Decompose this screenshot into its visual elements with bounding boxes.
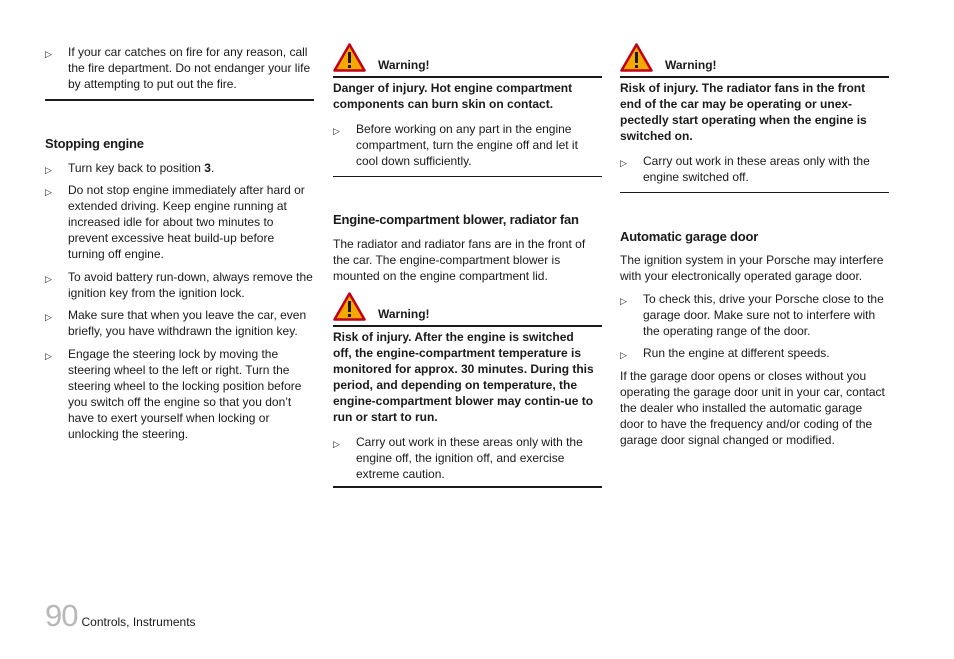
turn-key-text: Turn key back to position bbox=[68, 161, 205, 175]
list-item-text: Make sure that when you leave the car, even briefly, you have withdrawn the ignition key. bbox=[68, 308, 307, 338]
warning-text: Risk of injury. After the engine is switched off, the engine-compartment temperature is monitored for approx. 30 minutes. During this period, and depending on temperature, the engine-compartment blower may contin-ue to run or start to run. bbox=[333, 330, 594, 424]
list-item bbox=[45, 307, 314, 339]
list-item-text: Run the engine at different speeds. bbox=[643, 346, 830, 360]
divider bbox=[620, 192, 889, 193]
list-item bbox=[620, 153, 889, 185]
warning-header bbox=[333, 43, 430, 72]
bullet-icon: ▷ bbox=[333, 439, 340, 449]
fire-note bbox=[45, 44, 314, 92]
warning-rule bbox=[333, 76, 602, 78]
list-item-text: Engage the steering lock by moving the steering wheel to the left or right. Turn the steering wheel to the locking position before you switch off the engine so that you don’t have to exert yourself when locking or unlocking the steering. bbox=[68, 347, 302, 441]
bullet-icon: ▷ bbox=[620, 158, 627, 168]
warning-triangle-icon bbox=[620, 43, 653, 72]
bullet-icon: ▷ bbox=[45, 165, 52, 175]
list-item bbox=[620, 345, 889, 363]
garage-outro: If the garage door opens or closes without you operating the garage door unit in your car, contact the dealer who installed the automatic garage door to have the frequency and/or coding of the garage door signal changed or modified. bbox=[620, 369, 885, 447]
warning-text: Risk of injury. The radiator fans in the front end of the car may be operating or unex-pectedly start operating when the engine is switched on. bbox=[620, 81, 867, 143]
blower-text: The radiator and radiator fans are in the front of the car. The engine-compartment blower is mounted on the engine compartment lid. bbox=[333, 237, 586, 283]
bullet-icon: ▷ bbox=[620, 296, 627, 306]
list-item bbox=[620, 291, 889, 339]
garage-intro: The ignition system in your Porsche may interfere with your electronically operated garage door. bbox=[620, 253, 884, 283]
divider bbox=[333, 176, 602, 177]
section-title: Controls, Instruments bbox=[81, 615, 196, 629]
stopping-engine-heading: Stopping engine bbox=[45, 136, 144, 151]
list-item: ▷ Turn key back to position 3. bbox=[45, 160, 314, 178]
list-item bbox=[45, 269, 314, 301]
warning-header bbox=[620, 43, 717, 72]
bullet-icon: ▷ bbox=[45, 49, 52, 59]
bullet-icon: ▷ bbox=[45, 351, 52, 361]
bullet-icon: ▷ bbox=[45, 312, 52, 322]
warning-label: Warning! bbox=[378, 58, 430, 72]
list-item-text: Do not stop engine immediately after hard or extended driving. Keep engine running at increased idle for about two minutes to prevent excessive heat build-up before turning off engine. bbox=[68, 183, 305, 261]
list-item bbox=[333, 434, 602, 482]
warning-text: Danger of injury. Hot engine compartment components can burn skin on contact. bbox=[333, 81, 573, 111]
warning-triangle-icon bbox=[333, 292, 366, 321]
warning-rule bbox=[620, 76, 889, 78]
page-number: 90 bbox=[45, 598, 78, 633]
fire-note-text: If your car catches on fire for any reason, call the fire department. Do not endanger your life by attempting to put out the fire. bbox=[68, 45, 311, 91]
bullet-icon: ▷ bbox=[620, 350, 627, 360]
bullet-icon: ▷ bbox=[45, 187, 52, 197]
key-position: 3 bbox=[204, 161, 211, 175]
list-item-text: Before working on any part in the engine compartment, turn the engine off and let it cool down sufficiently. bbox=[356, 122, 578, 168]
warning-label: Warning! bbox=[665, 58, 717, 72]
list-item bbox=[45, 346, 314, 442]
list-item-text: To avoid battery run-down, always remove the ignition key from the ignition lock. bbox=[68, 270, 313, 300]
list-item bbox=[333, 121, 602, 169]
blower-heading: Engine-compartment blower, radiator fan bbox=[333, 212, 579, 227]
garage-heading: Automatic garage door bbox=[620, 229, 759, 244]
list-item-text: Carry out work in these areas only with the engine off, the ignition off, and exercise extreme caution. bbox=[356, 435, 583, 481]
warning-label: Warning! bbox=[378, 307, 430, 321]
divider bbox=[45, 99, 314, 101]
warning-triangle-icon bbox=[333, 43, 366, 72]
page-footer bbox=[45, 600, 196, 632]
bullet-icon: ▷ bbox=[45, 274, 52, 284]
list-item-text: Carry out work in these areas only with the engine switched off. bbox=[643, 154, 870, 184]
warning-header bbox=[333, 292, 430, 321]
list-item bbox=[45, 182, 314, 262]
bullet-icon: ▷ bbox=[333, 126, 340, 136]
divider bbox=[333, 486, 602, 488]
warning-rule bbox=[333, 325, 602, 327]
list-item-text: To check this, drive your Porsche close to the garage door. Make sure not to interfere with the operating range of the door. bbox=[643, 292, 884, 338]
